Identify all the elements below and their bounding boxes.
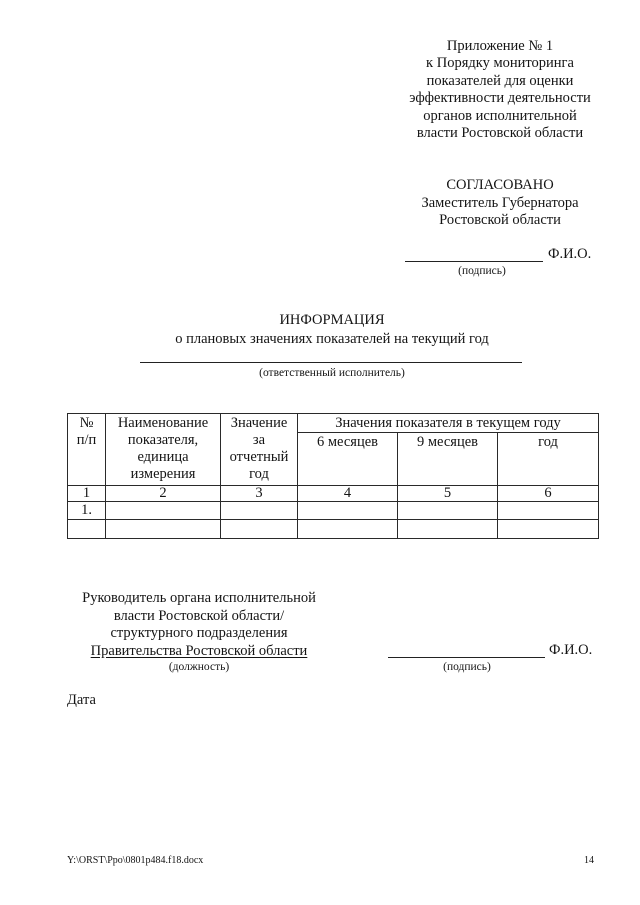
column-number: 2 — [106, 486, 221, 502]
table-cell — [106, 502, 221, 520]
appendix-line: Приложение № 1 — [446, 38, 554, 54]
table-cell — [298, 520, 398, 539]
document-heading — [132, 311, 532, 349]
table-cell — [221, 520, 298, 539]
table-cell — [298, 502, 398, 520]
table-row — [68, 502, 599, 520]
column-number: 6 — [498, 486, 599, 502]
header-current-year-group: Значения показателя в текущем году — [298, 414, 599, 433]
approval-signature-name: Ф.И.О. — [548, 246, 592, 262]
appendix-line: показателей для оценки — [426, 72, 574, 89]
footer-file-path: Y:\ORST\Ppo\0801p484.f18.docx — [67, 855, 204, 866]
header-reported-value: Значение за отчетный год — [221, 414, 298, 486]
signatory-signature-line — [388, 657, 545, 658]
header-period-6-months: 6 месяцев — [298, 433, 398, 486]
approval-block — [395, 177, 605, 230]
table-cell — [221, 502, 298, 520]
approval-position-line: Ростовской области — [439, 212, 561, 228]
table-cell — [106, 520, 221, 539]
signatory-position-underlined: Правительства Ростовской области — [90, 642, 308, 659]
header-number: № п/п — [68, 414, 106, 486]
approval-signature-line — [405, 261, 543, 262]
date-label: Дата — [67, 692, 96, 708]
approval-signature-caption: (подпись) — [458, 265, 506, 277]
header-indicator-name: Наименование показателя, единица измерения — [106, 414, 221, 486]
document-title: ИНФОРМАЦИЯ — [279, 312, 385, 328]
column-number: 5 — [398, 486, 498, 502]
signatory-position-line: власти Ростовской области/ — [113, 607, 285, 624]
approval-position-line: Заместитель Губернатора — [421, 194, 579, 211]
table-cell — [398, 520, 498, 539]
appendix-line: к Порядку мониторинга — [426, 55, 574, 72]
signatory-position — [59, 590, 339, 660]
table-cell — [498, 502, 599, 520]
approval-title: СОГЛАСОВАНО — [446, 177, 554, 193]
appendix-line: органов исполнительной — [423, 107, 577, 124]
signatory-signature-name: Ф.И.О. — [549, 642, 593, 658]
header-period-9-months: 9 месяцев — [398, 433, 498, 486]
appendix-line: власти Ростовской области — [416, 125, 584, 142]
indicator-table — [67, 413, 599, 539]
column-number: 1 — [68, 486, 106, 502]
executor-line — [140, 362, 522, 363]
executor-caption: (ответственный исполнитель) — [259, 367, 405, 379]
table-header-row — [68, 414, 599, 433]
signatory-position-line: структурного подразделения — [110, 625, 288, 642]
table-cell — [398, 502, 498, 520]
row-number: 1. — [68, 502, 106, 520]
table-cell — [498, 520, 599, 539]
appendix-line: эффективности деятельности — [409, 90, 591, 107]
signatory-position-line: Руководитель органа исполнительной — [82, 590, 316, 606]
footer-page-number: 14 — [584, 855, 594, 866]
table-row — [68, 520, 599, 539]
column-number: 4 — [298, 486, 398, 502]
column-number: 3 — [221, 486, 298, 502]
appendix-reference — [395, 38, 605, 142]
signatory-signature-caption: (подпись) — [443, 661, 491, 673]
header-period-year: год — [498, 433, 599, 486]
table-column-numbers-row — [68, 486, 599, 502]
table-cell — [68, 520, 106, 539]
position-caption: (должность) — [168, 661, 230, 673]
document-subtitle: о плановых значениях показателей на текущий год — [175, 331, 489, 347]
